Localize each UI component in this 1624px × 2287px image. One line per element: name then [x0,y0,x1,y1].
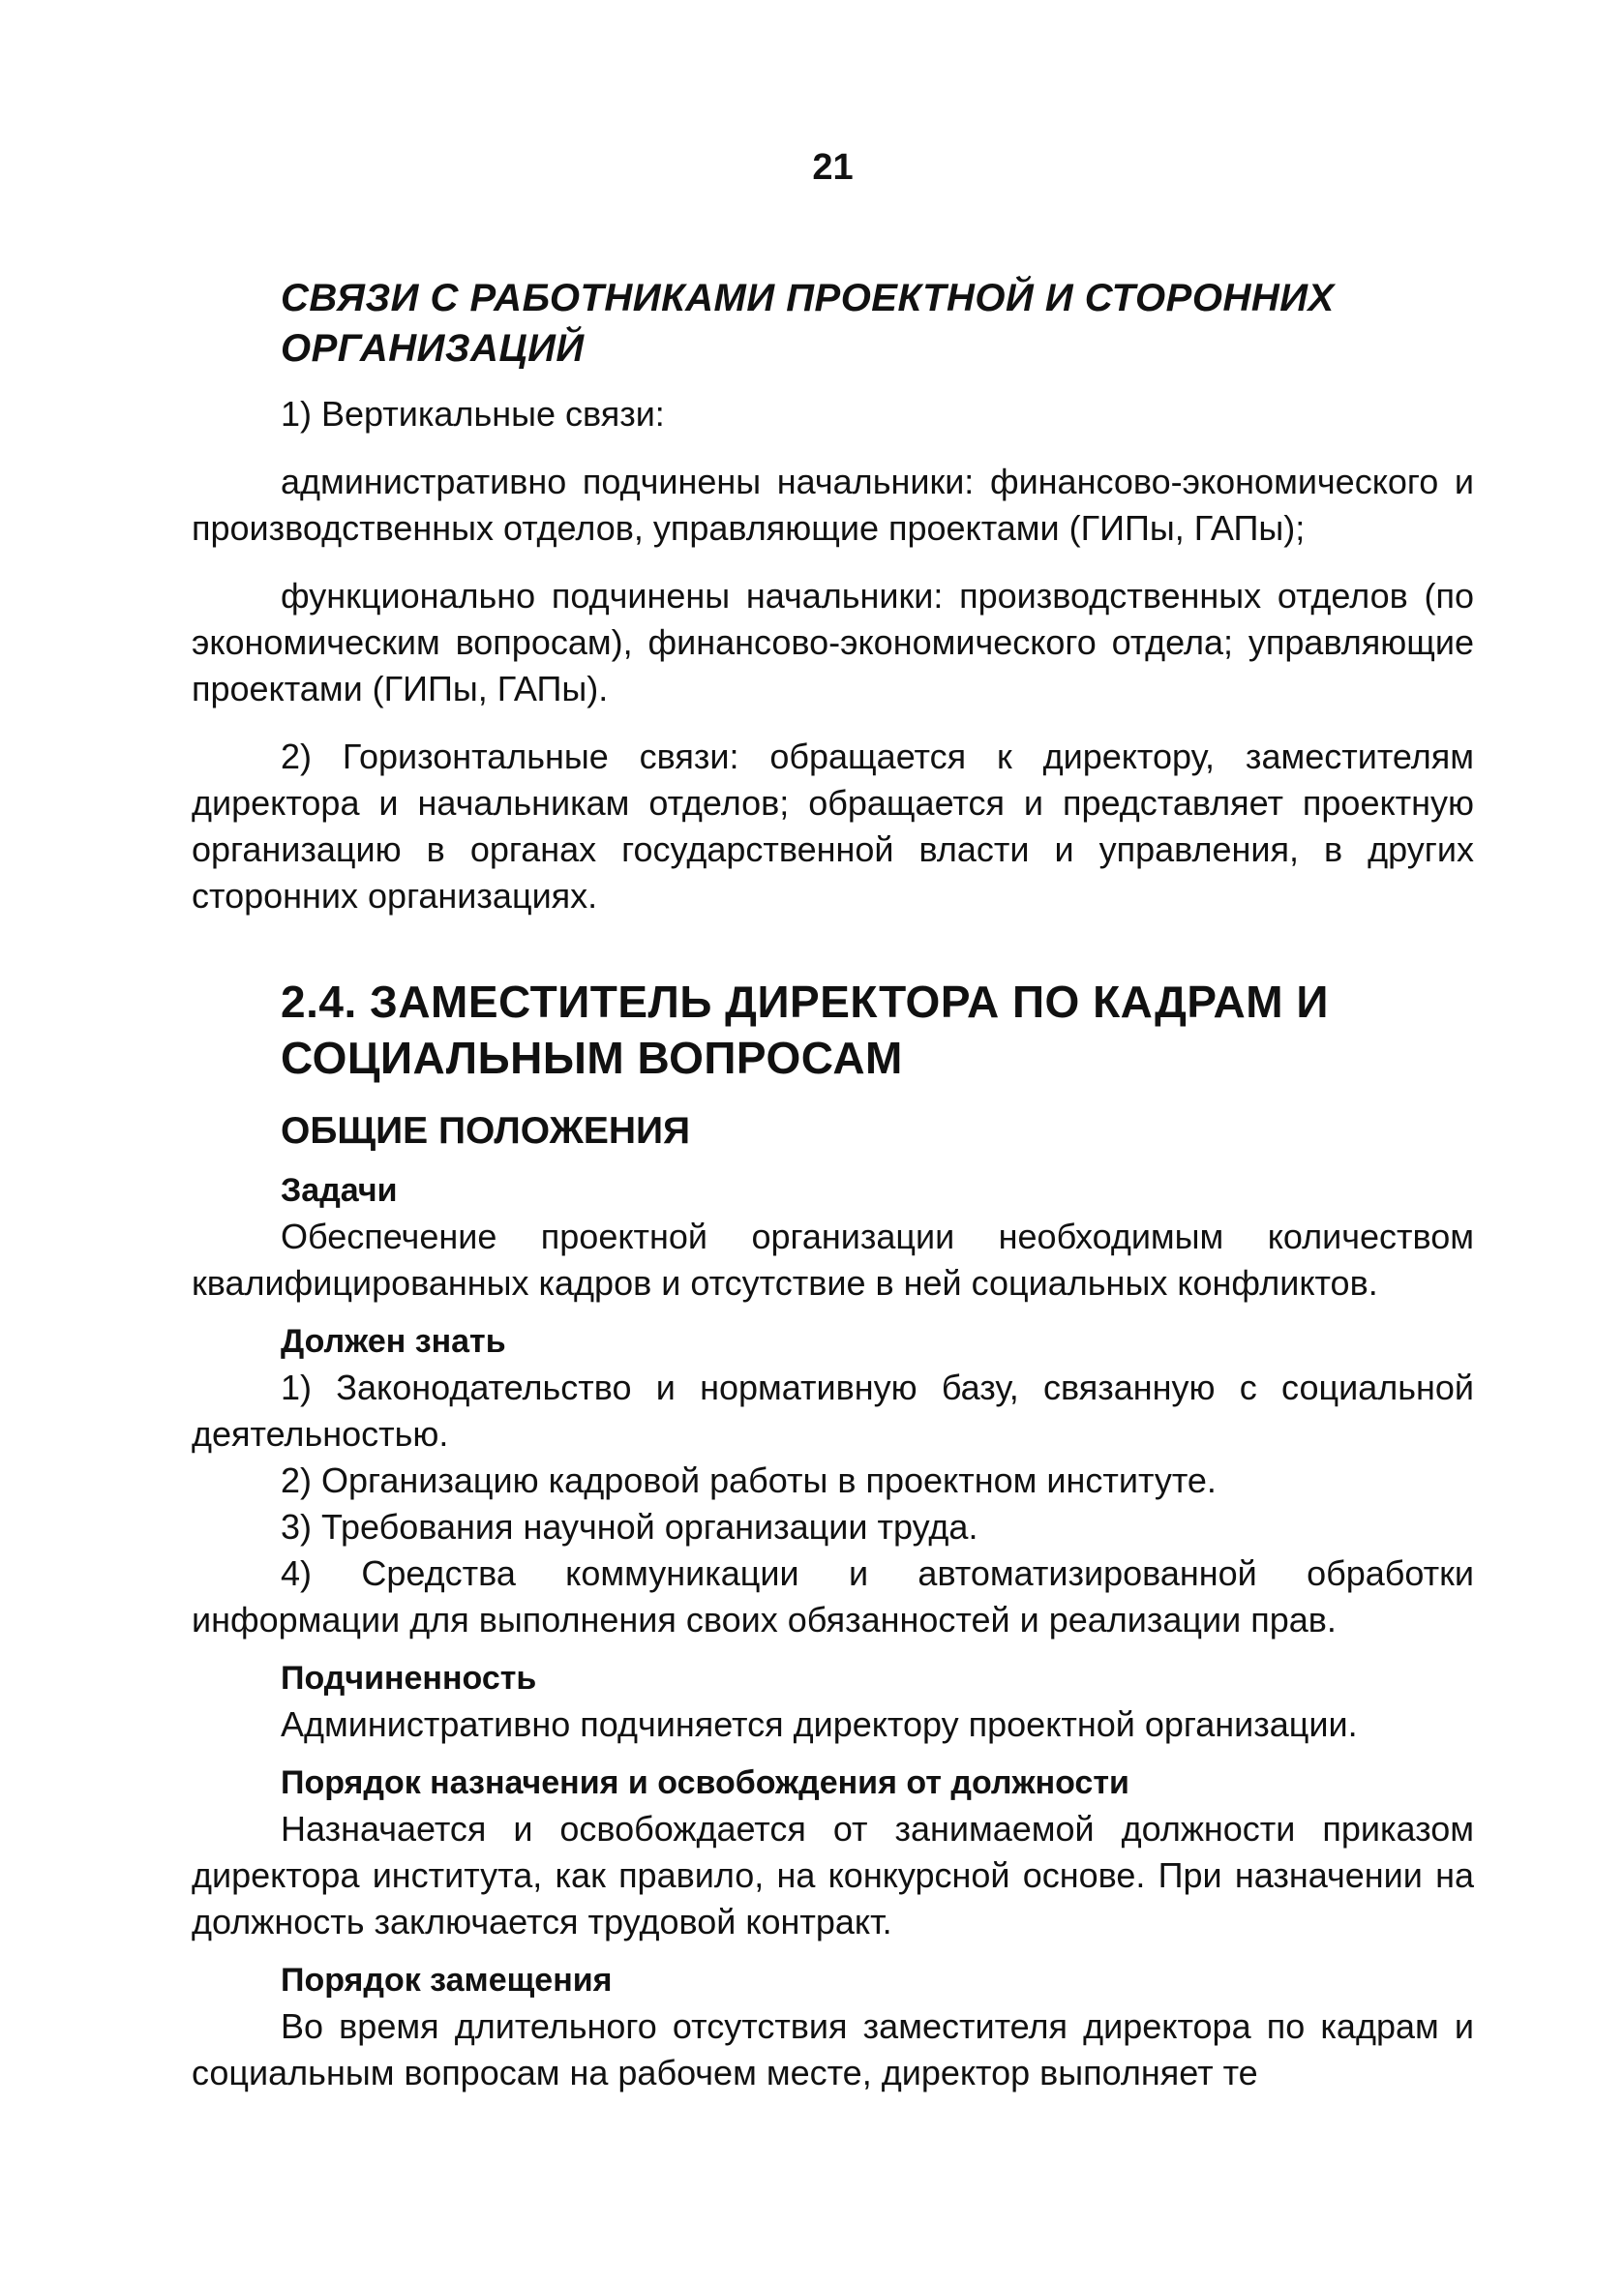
replacement-paragraph: Во время длительного отсутствия заместителя директора по кадрам и социальным вопросам на рабочем месте, директор выполняет те [192,2006,1474,2092]
tasks-paragraph: Обеспечение проектной организации необходимым количеством квалифицированных кадров и отсутствие в ней социальных конфликтов. [192,1217,1474,1303]
page-number: 21 [812,147,854,188]
subordination-heading: Подчиненность [281,1660,537,1697]
appointment-paragraph: Назначается и освобождается от занимаемой должности приказом директора института, как правило, на конкурсной основе. При назначении на должность заключается трудовой контракт. [192,1809,1474,1941]
page-content [192,273,1474,2096]
admin-subordinates-paragraph: административно подчинены начальники: финансово-экономического и производственных отделов, управляющие проектами (ГИПы, ГАПы); [192,462,1474,548]
functional-subordinates-paragraph: функционально подчинены начальники: производственных отделов (по экономическим вопросам), финансово-экономического отдела; управляющие проектами (ГИПы, ГАПы). [192,576,1474,708]
subordination-paragraph: Административно подчиняется директору проектной организации. [281,1704,1358,1744]
must-know-heading: Должен знать [281,1323,506,1360]
replacement-heading: Порядок замещения [281,1962,613,1999]
section-title-deputy-director: 2.4. ЗАМЕСТИТЕЛЬ ДИРЕКТОРА ПО КАДРАМ И СОЦИАЛЬНЫМ ВОПРОСАМ [281,977,1329,1083]
must-know-item: 4) Средства коммуникации и автоматизированной обработки информации для выполнения своих обязанностей и реализации прав. [192,1553,1474,1640]
must-know-item: 3) Требования научной организации труда. [281,1507,978,1547]
section-title-relations: СВЯЗИ С РАБОТНИКАМИ ПРОЕКТНОЙ И СТОРОННИХ ОРГАНИЗАЦИЙ [281,277,1335,370]
must-know-item: 2) Организацию кадровой работы в проектном институте. [281,1460,1217,1500]
document-page [192,0,1474,2287]
vertical-relations-heading: 1) Вертикальные связи: [281,394,665,434]
appointment-heading: Порядок назначения и освобождения от должности [281,1764,1129,1801]
must-know-item: 1) Законодательство и нормативную базу, связанную с социальной деятельностью. [192,1368,1474,1454]
general-provisions-heading: ОБЩИЕ ПОЛОЖЕНИЯ [281,1110,691,1152]
tasks-heading: Задачи [281,1172,398,1209]
horizontal-relations-paragraph: 2) Горизонтальные связи: обращается к директору, заместителям директора и начальникам отделов; обращается и представляет проектную организацию в органах государственной власти и управления, в других сторонних организациях. [192,737,1474,916]
